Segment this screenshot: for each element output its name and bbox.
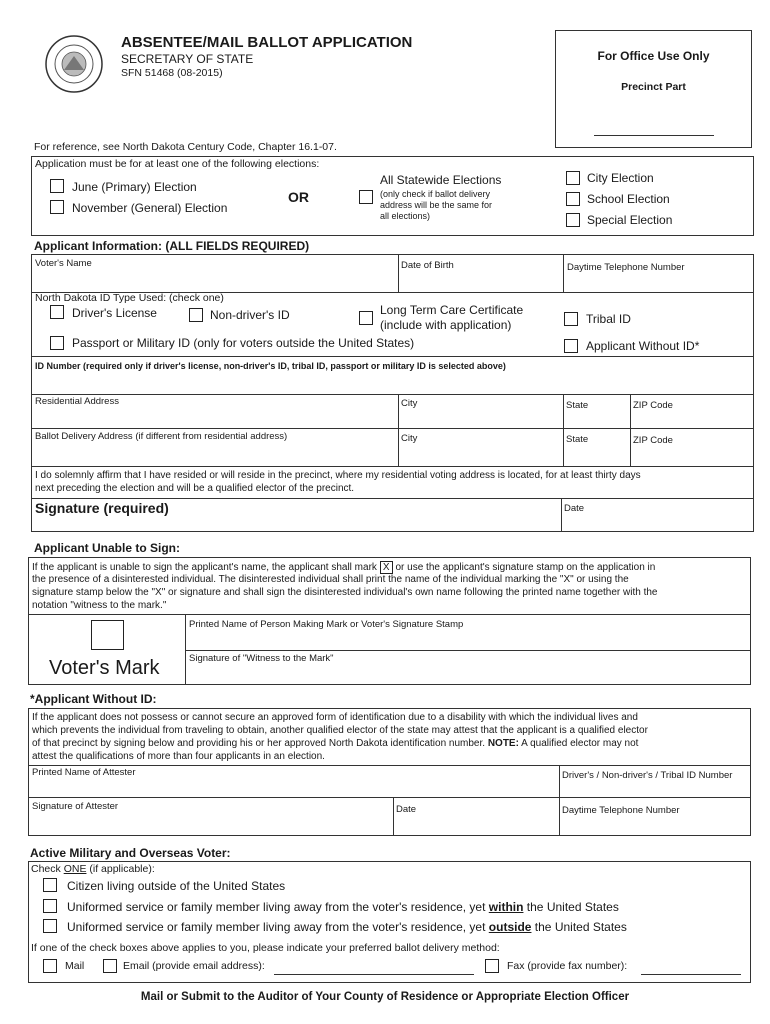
- id-type-intro: North Dakota ID Type Used: (check one): [35, 292, 224, 304]
- citizen-outside-label: Citizen living outside of the United States: [67, 879, 286, 893]
- footer-instruction: Mail or Submit to the Auditor of Your County of Residence or Appropriate Election Officer: [140, 991, 630, 1003]
- school-election-checkbox[interactable]: [566, 192, 580, 206]
- without-id-para-4: attest the qualifications of more than four applicants in an election.: [32, 751, 325, 762]
- special-election-label: Special Election: [587, 213, 673, 227]
- school-election-label: School Election: [587, 192, 670, 206]
- check-one-post: (if applicable):: [89, 863, 155, 875]
- uniformed-within-post: the United States: [526, 900, 619, 914]
- attester-phone-field[interactable]: Daytime Telephone Number: [562, 805, 680, 816]
- ltc-checkbox[interactable]: [359, 311, 373, 325]
- without-id-heading: *Applicant Without ID:: [30, 692, 157, 706]
- november-label: November (General) Election: [72, 201, 228, 215]
- attester-id-field[interactable]: Driver's / Non-driver's / Tribal ID Number: [562, 770, 733, 781]
- applicant-heading: Applicant Information: (ALL FIELDS REQUIRED): [34, 239, 310, 253]
- statewide-note-2: address will be the same for: [380, 200, 493, 210]
- or-label: OR: [288, 189, 309, 205]
- without-id-para-3a: of that precinct by signing below and providing his or her approved North Dakota identification number.: [32, 738, 486, 749]
- drivers-license-label: Driver's License: [72, 306, 157, 320]
- elections-box: [31, 156, 754, 236]
- dob-field[interactable]: Date of Birth: [401, 260, 454, 271]
- printed-name-field[interactable]: Printed Name of Person Making Mark or Voter's Signature Stamp: [189, 619, 464, 630]
- tribal-id-label: Tribal ID: [586, 312, 631, 326]
- unable-para-1a: If the applicant is unable to sign the applicant's name, the applicant shall mark: [32, 562, 377, 573]
- military-heading: Active Military and Overseas Voter:: [30, 846, 231, 860]
- outside-em: outside: [488, 920, 532, 934]
- unable-heading: Applicant Unable to Sign:: [34, 541, 180, 555]
- fax-checkbox[interactable]: [485, 959, 499, 973]
- city-election-label: City Election: [587, 171, 654, 185]
- attester-signature-field[interactable]: Signature of Attester: [32, 801, 119, 812]
- ballot-city-field[interactable]: City: [401, 433, 418, 444]
- office-use-label: For Office Use Only: [597, 49, 710, 63]
- mail-checkbox[interactable]: [43, 959, 57, 973]
- passport-label: Passport or Military ID (only for voters outside the United States): [72, 336, 415, 350]
- form-title: ABSENTEE/MAIL BALLOT APPLICATION: [121, 34, 413, 51]
- uniformed-outside-checkbox[interactable]: [43, 919, 57, 933]
- residential-state-field[interactable]: State: [566, 400, 589, 411]
- delivery-method-note: If one of the check boxes above applies to you, please indicate your preferred ballot delivery method:: [31, 942, 500, 954]
- email-checkbox[interactable]: [103, 959, 117, 973]
- uniformed-outside-post: the United States: [534, 920, 627, 934]
- statewide-note-3: all elections): [380, 211, 431, 221]
- applicant-box: [31, 254, 754, 532]
- id-number-field[interactable]: ID Number (required only if driver's license, non-driver's ID, tribal ID, passport or military ID is selected above): [35, 361, 506, 371]
- precinct-part-label: Precinct Part: [621, 81, 686, 93]
- fax-label: Fax (provide fax number):: [507, 960, 628, 972]
- uniformed-outside-label: [67, 920, 627, 934]
- reference-note: For reference, see North Dakota Century Code, Chapter 16.1-07.: [34, 141, 337, 153]
- unable-para-1: [32, 561, 655, 575]
- statewide-label: All Statewide Elections: [380, 173, 502, 187]
- voters-mark-label: Voter's Mark: [49, 657, 160, 679]
- without-id-para-1: If the applicant does not possess or cannot secure an approved form of identification due to a disability with which the individual lives and: [32, 712, 638, 723]
- uniformed-within-label: [67, 900, 619, 914]
- without-id-checkbox[interactable]: [564, 339, 578, 353]
- non-drivers-id-checkbox[interactable]: [189, 308, 203, 322]
- ballot-zip-field[interactable]: ZIP Code: [633, 435, 673, 446]
- state-seal: [44, 34, 104, 94]
- uniformed-within-checkbox[interactable]: [43, 899, 57, 913]
- unable-box: [28, 557, 751, 685]
- statewide-note-1: (only check if ballot delivery: [380, 189, 491, 199]
- drivers-license-checkbox[interactable]: [50, 305, 64, 319]
- precinct-part-line[interactable]: [594, 135, 714, 136]
- note-label: NOTE:: [487, 738, 519, 749]
- mark-x-box: X: [380, 561, 393, 574]
- mail-label: Mail: [65, 960, 85, 972]
- email-input-line[interactable]: [274, 974, 474, 975]
- affirmation-line-1: I do solemnly affirm that I have resided or will reside in the precinct, where my residential voting address is located, for at least thirty days: [35, 470, 641, 481]
- unable-para-1b: or use the applicant's signature stamp on the application in: [395, 562, 656, 573]
- tribal-id-checkbox[interactable]: [564, 312, 578, 326]
- ltc-label-1: Long Term Care Certificate: [380, 303, 524, 317]
- november-checkbox[interactable]: [50, 200, 64, 214]
- form-number: SFN 51468 (08-2015): [121, 67, 223, 79]
- passport-checkbox[interactable]: [50, 336, 64, 350]
- printed-attester-field[interactable]: Printed Name of Attester: [32, 767, 136, 778]
- without-id-para-3: [32, 738, 638, 751]
- ballot-address-field[interactable]: Ballot Delivery Address (if different from residential address): [35, 431, 288, 442]
- check-one-pre: Check: [31, 863, 61, 875]
- citizen-outside-checkbox[interactable]: [43, 878, 57, 892]
- residential-zip-field[interactable]: ZIP Code: [633, 400, 673, 411]
- uniformed-outside-pre: Uniformed service or family member living away from the voter's residence, yet: [67, 920, 486, 934]
- elections-intro: Application must be for at least one of the following elections:: [35, 158, 320, 170]
- unable-para-4: notation "witness to the mark.": [32, 600, 167, 611]
- unable-para-2: the presence of a disinterested individual. The disinterested individual shall print the name of the individual marking the "X" or using the: [32, 574, 629, 585]
- within-em: within: [488, 900, 524, 914]
- signature-field[interactable]: Signature (required): [35, 500, 169, 516]
- agency-name: SECRETARY OF STATE: [121, 52, 254, 66]
- residential-address-field[interactable]: Residential Address: [35, 396, 119, 407]
- voters-mark-box[interactable]: [91, 620, 124, 650]
- unable-para-3: signature stamp below the "X" or signature and shall sign the disinterested individual's own name following the printed name together with the: [32, 587, 658, 598]
- statewide-checkbox[interactable]: [359, 190, 373, 204]
- voters-name-field[interactable]: Voter's Name: [35, 258, 92, 269]
- ltc-label-2: (include with application): [380, 318, 512, 332]
- military-box: [28, 861, 751, 983]
- email-label: Email (provide email address):: [123, 960, 265, 972]
- phone-field[interactable]: Daytime Telephone Number: [567, 262, 685, 273]
- affirmation-line-2: next preceding the election and will be a qualified elector of the precinct.: [35, 483, 355, 494]
- city-election-checkbox[interactable]: [566, 171, 580, 185]
- without-id-para-3b: A qualified elector may not: [521, 738, 639, 749]
- june-checkbox[interactable]: [50, 179, 64, 193]
- check-one-note: [31, 863, 155, 875]
- attester-date-field[interactable]: Date: [396, 804, 417, 815]
- without-id-box: [28, 708, 751, 836]
- fax-input-line[interactable]: [641, 974, 741, 975]
- uniformed-within-pre: Uniformed service or family member living away from the voter's residence, yet: [67, 900, 486, 914]
- ballot-state-field[interactable]: State: [566, 434, 589, 445]
- non-drivers-id-label: Non-driver's ID: [210, 308, 290, 322]
- witness-signature-field[interactable]: Signature of "Witness to the Mark": [189, 653, 334, 664]
- check-one-em: ONE: [63, 863, 87, 875]
- signature-date-field[interactable]: Date: [564, 503, 585, 514]
- residential-city-field[interactable]: City: [401, 398, 418, 409]
- june-label: June (Primary) Election: [72, 180, 197, 194]
- special-election-checkbox[interactable]: [566, 213, 580, 227]
- without-id-para-2: which prevents the individual from traveling to obtain, another qualified elector of the state may attest that the applicant is a qualified elector: [32, 725, 648, 736]
- without-id-label: Applicant Without ID*: [586, 339, 700, 353]
- office-use-box: [555, 30, 752, 148]
